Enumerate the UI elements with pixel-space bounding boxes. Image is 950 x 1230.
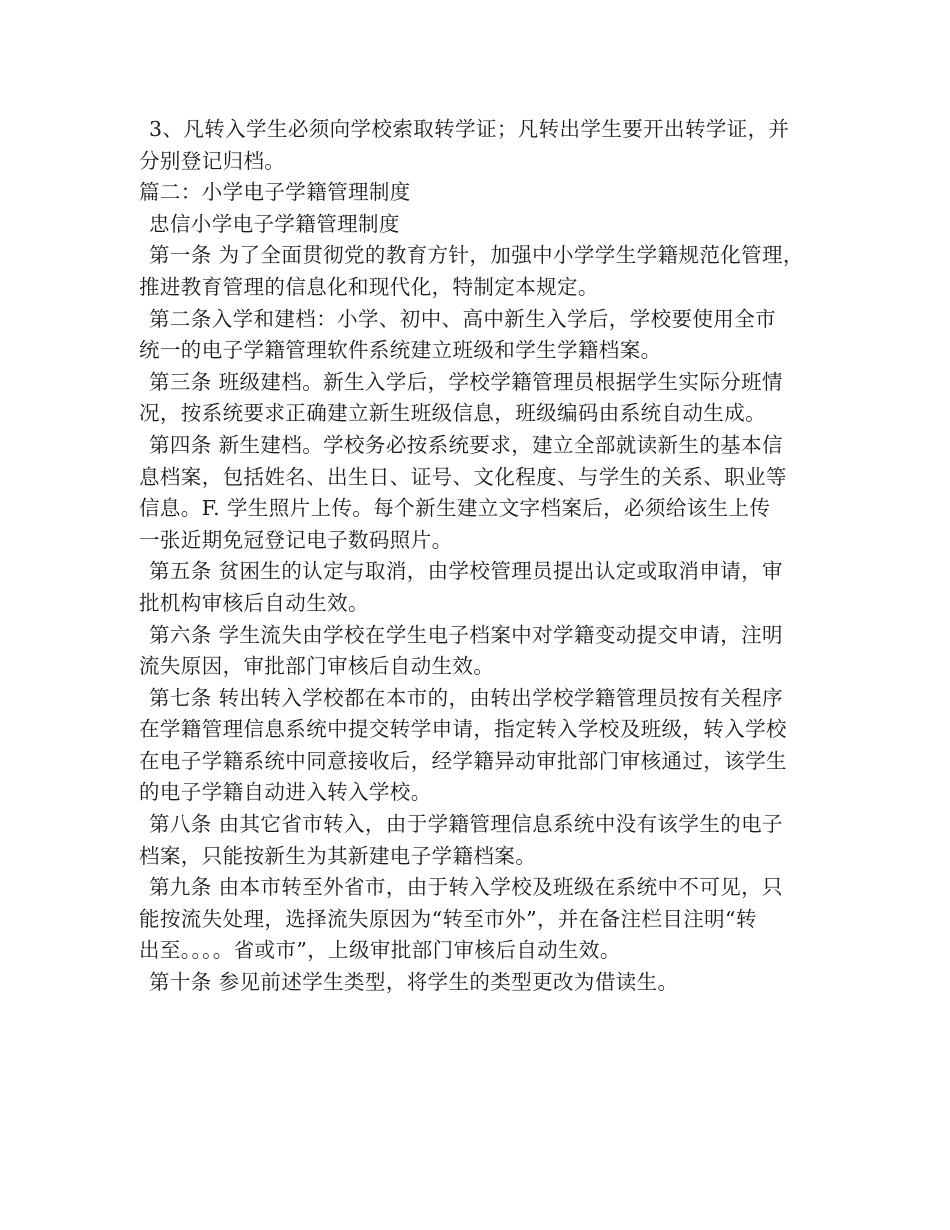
text-line: 3、凡转入学生必须向学校索取转学证；凡转出学生要开出转学证，并: [149, 117, 790, 141]
paragraph: [139, 556, 829, 619]
paragraph: [139, 114, 829, 177]
text-line: 第二条入学和建档：小学、初中、高中新生入学后，学校要使用全市: [149, 306, 776, 331]
text-line: 息档案，包括姓名、出生日、证号、文化程度、与学生的关系、职业等: [139, 464, 787, 489]
text-line: 流失原因，审批部门审核后自动生效。: [139, 654, 495, 679]
text-line: 批机构审核后自动生效。: [139, 590, 369, 615]
paragraph: [139, 304, 829, 367]
text-line: 统一的电子学籍管理软件系统建立班级和学生学籍档案。: [139, 338, 662, 363]
text-line: 档案，只能按新生为其新建电子学籍档案。: [139, 843, 537, 868]
text-line: 在学籍管理信息系统中提交转学申请，指定转入学校及班级，转入学校: [139, 717, 787, 742]
text-line: 出至。。。。省或市”，上级审批部门审核后自动生效。: [139, 938, 621, 963]
text-line: 况，按系统要求正确建立新生班级信息，班级编码由系统自动生成。: [139, 401, 766, 426]
text-line: 推进教育管理的信息化和现代化，特制定本规定。: [139, 274, 599, 299]
text-line: 篇二：小学电子学籍管理制度: [139, 180, 411, 205]
text-line: 信息。F. 学生照片上传。每个新生建立文字档案后，必须给该生上传: [139, 496, 771, 521]
document-page: [139, 114, 829, 999]
paragraph: [139, 177, 829, 209]
text-line: 第九条 由本市转至外省市，由于转入学校及班级在系统中不可见，只: [149, 875, 783, 900]
text-line: 第五条 贫困生的认定与取消，由学校管理员提出认定或取消申请，审: [149, 559, 783, 584]
paragraph: [139, 809, 829, 872]
paragraph: [139, 683, 829, 809]
text-line: 第四条 新生建档。学校务必按系统要求，建立全部就读新生的基本信: [149, 432, 783, 457]
text-line: 第三条 班级建档。新生入学后，学校学籍管理员根据学生实际分班情: [149, 369, 783, 394]
text-line: 在电子学籍系统中同意接收后，经学籍异动审批部门审核通过，该学生: [139, 748, 787, 773]
text-line: 分别登记归档。: [139, 148, 286, 173]
paragraph: [139, 620, 829, 683]
paragraph: [139, 240, 829, 303]
text-line: 忠信小学电子学籍管理制度: [149, 211, 400, 236]
paragraph: [139, 967, 829, 999]
text-line: 的电子学籍自动进入转入学校。: [139, 780, 432, 805]
text-line: 第八条 由其它省市转入，由于学籍管理信息系统中没有该学生的电子: [149, 812, 783, 837]
paragraph: [139, 872, 829, 967]
text-line: 第六条 学生流失由学校在学生电子档案中对学籍变动提交申请，注明: [149, 622, 783, 647]
text-line: 第一条 为了全面贯彻党的教育方针，加强中小学学生学籍规范化管理，: [149, 243, 804, 268]
paragraph: [139, 367, 829, 430]
text-line: 第十条 参见前述学生类型，将学生的类型更改为借读生。: [149, 970, 679, 995]
text-line: 第七条 转出转入学校都在本市的，由转出学校学籍管理员按有关程序: [149, 685, 783, 710]
paragraph: [139, 430, 829, 556]
paragraph: [139, 209, 829, 241]
text-line: 能按流失处理，选择流失原因为“转至市外”，并在备注栏目注明“转: [139, 906, 757, 931]
text-line: 一张近期免冠登记电子数码照片。: [139, 527, 453, 552]
